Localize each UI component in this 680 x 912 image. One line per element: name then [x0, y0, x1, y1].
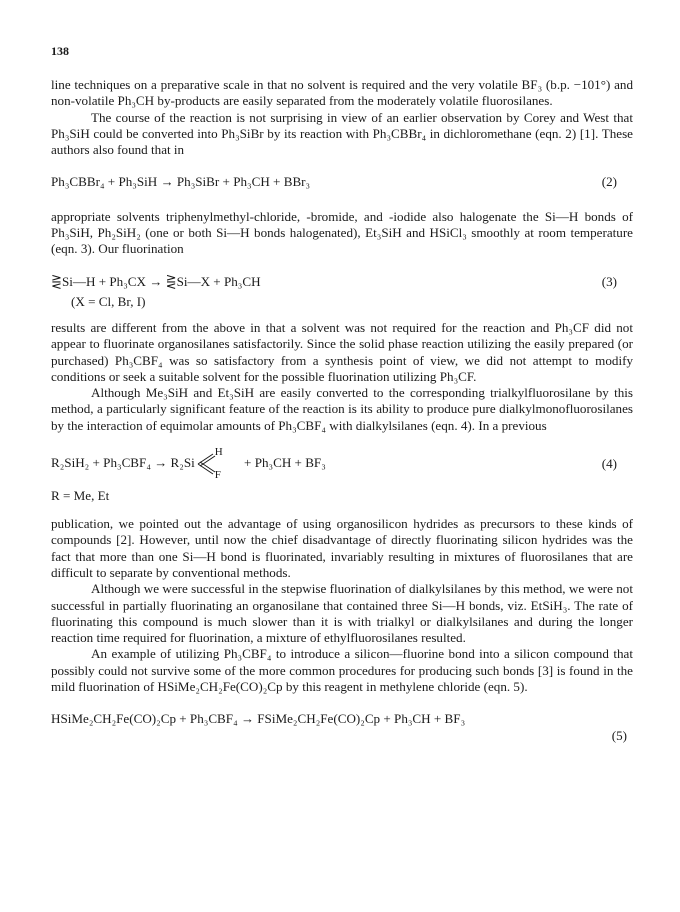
paper-page	[51, 44, 633, 744]
paragraph-1: line techniques on a preparative scale in that no solvent is required and the very volatile BF₃ (b.p. −101°) and non-volatile Ph₃CH by-products are easily separated from the moderately volatile fluorosilanes.	[51, 77, 633, 109]
equation-3-condition: (X = Cl, Br, I)	[71, 293, 146, 309]
equation-3-number: (3)	[601, 273, 617, 289]
equation-4-body	[51, 448, 326, 480]
equation-2-number: (2)	[601, 174, 617, 190]
equation-4-f: F	[214, 469, 221, 482]
paragraph-6: publication, we pointed out the advantage of using organosilicon hydrides as precursors to these kinds of compounds [2]. However, until now the chief disadvantage of directly fluorinating silicon hydrides was the fact that more than one Si—H bond is fluorinated, invariably resulting in mixtures of fluorosilanes that are difficult to separate by conventional methods.	[51, 516, 633, 580]
page-number: 138	[51, 44, 69, 58]
equation-4-left: R₂SiH₂ + Ph₃CBF₄ → R₂Si	[51, 455, 195, 471]
equation-4-number: (4)	[601, 455, 617, 471]
equation-4-h: H	[214, 446, 223, 459]
equation-3-text: ⋛Si—H + Ph₃CX → ⋛Si—X + Ph₃CH	[51, 273, 261, 289]
equation-4	[51, 448, 633, 480]
equation-2-text: Ph₃CBBr₄ + Ph₃SiH → Ph₃SiBr + Ph₃CH + BBr₃	[51, 174, 311, 190]
equation-4-right: + Ph₃CH + BF₃	[244, 455, 326, 471]
paragraph-7: Although we were successful in the stepwise fluorination of dialkylsilanes by this method, we were not successful in partially fluorinating an organosilane that contained three Si—H bonds, viz. EtSiH₃. The rate of fluorinating this compound is much slower than it is with trialkyl or dialkylsilanes and during the longer reaction time required for fluorination, a mixture of ethylfluorosilanes resulted.	[51, 581, 633, 646]
r-definition: R = Me, Et	[51, 488, 110, 504]
silicon-branch-bonds	[197, 448, 237, 480]
equation-5-number: (5)	[611, 727, 627, 743]
equation-3	[51, 274, 633, 290]
paragraph-5: Although Me₃SiH and Et₃SiH are easily converted to the corresponding trialkylfluorosilane by this method, a particularly significant feature of the reaction is its ability to produce pure dialkylmonofluorosilanes by the interaction of equimolar amounts of Ph₃CBF₄ with dialkylsilanes (eqn. 4). In a previous	[51, 385, 633, 433]
paragraph-8: An example of utilizing Ph₃CBF₄ to introduce a silicon—fluorine bond into a silicon compound that possibly could not survive some of the more common procedures for producing such bonds [3] is found in the mild fluorination of HSiMe₂CH₂Fe(CO)₂Cp by this reagent in methylene chloride (eqn. 5).	[51, 646, 633, 695]
paragraph-4: results are different from the above in that a solvent was not required for the reaction and Ph₃CF did not appear to fluorinate organosilanes satisfactorily. Since the solid phase reaction utilizing the easily prepared (or purchased) Ph₃CBF₄ was so satisfactory from a synthesis point of view, we did not attempt to modify conditions or seek a suitable solvent for the possible fluorination utilizing Ph₃CF.	[51, 319, 633, 384]
equation-5-text: HSiMe₂CH₂Fe(CO)₂Cp + Ph₃CBF₄ → FSiMe₂CH₂Fe(CO)₂Cp + Ph₃CH + BF₃	[51, 711, 466, 727]
equation-2	[51, 174, 633, 190]
paragraph-2: The course of the reaction is not surprising in view of an earlier observation by Corey and West that Ph₃SiH could be converted into Ph₃SiBr by its reaction with Ph₃CBBr₄ in dichloromethane (eqn. 2) [1]. These authors also found that in	[51, 109, 633, 158]
paragraph-3: appropriate solvents triphenylmethyl-chloride, -bromide, and -iodide also halogenate the Si—H bonds of Ph₃SiH, Ph₂SiH₂ (one or both Si—H bonds halogenated), Et₃SiH and HSiCl₃ smoothly at room temperature (eqn. 3). Our fluorination	[51, 208, 633, 257]
